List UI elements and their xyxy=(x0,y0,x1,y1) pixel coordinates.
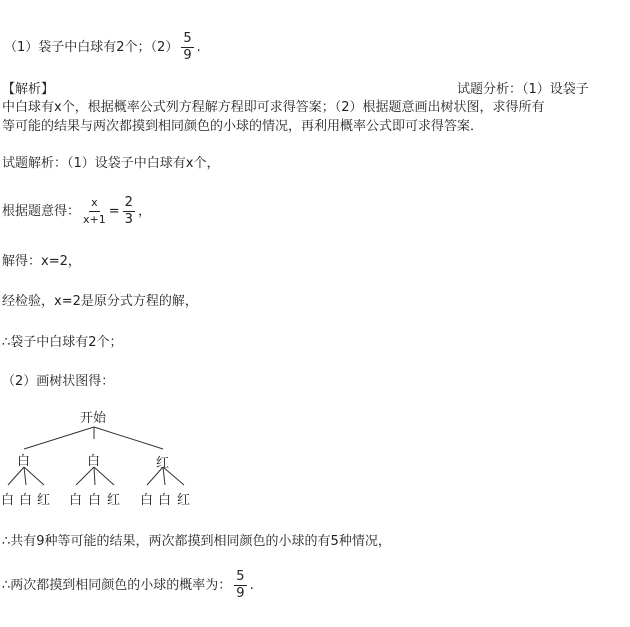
tree-level2-node: 红 xyxy=(107,493,121,508)
analysis-line2: 中白球有x个，根据概率公式列方程解方程即可求得答案；（2）根据题意画出树状图，求得所有 xyxy=(2,100,545,115)
equation-equals: = xyxy=(108,204,120,219)
tree-level2-node: 红 xyxy=(177,493,191,508)
probability-end: . xyxy=(249,578,254,593)
check-line: 经检验，x=2是原分式方程的解， xyxy=(2,294,198,309)
equation-lhs-den: x+1 xyxy=(83,213,106,226)
tree-edge xyxy=(94,467,95,485)
probability-den: 9 xyxy=(236,586,245,601)
tree-level2-node: 白 xyxy=(88,493,102,508)
analysis-header: 【解析】 xyxy=(2,82,55,97)
answer-frac-den: 9 xyxy=(183,48,192,63)
tree-level1-node: 白 xyxy=(17,454,31,469)
tree-level2-node: 白 xyxy=(158,493,172,508)
analysis-line3: 等可能的结果与两次都摸到相同颜色的小球的情况，再利用概率公式即可求得答案． xyxy=(2,119,484,134)
equation-rhs-den: 3 xyxy=(124,212,133,227)
answer-end: . xyxy=(196,40,201,55)
result-line: ∴共有9种等可能的结果，两次都摸到相同颜色的小球的有5种情况， xyxy=(2,534,391,549)
equation-line xyxy=(2,196,151,227)
tree-level2-node: 白 xyxy=(19,493,33,508)
tree-edge xyxy=(8,467,24,485)
equation-lhs-fraction xyxy=(83,196,106,227)
probability-num: 5 xyxy=(236,569,245,584)
part2-line: （2）画树状图得： xyxy=(2,374,115,389)
tree-edge xyxy=(24,467,26,485)
tree-root: 开始 xyxy=(80,411,107,426)
equation-lhs-num: x xyxy=(89,196,100,212)
conclusion1-line: ∴袋子中白球有2个； xyxy=(2,335,123,350)
probability-fraction xyxy=(234,570,246,601)
tree-level2-node: 白 xyxy=(1,493,15,508)
solution-line1: 试题解析：（1）设袋子中白球有x个， xyxy=(2,156,220,171)
equation-rhs-fraction xyxy=(123,196,135,227)
tree-level2-node: 红 xyxy=(37,493,51,508)
analysis-hint-right: 试题分析：（1）设袋子 xyxy=(457,82,589,97)
tree-edge xyxy=(94,427,163,449)
tree-level2-node: 白 xyxy=(69,493,83,508)
probability-prefix: ∴两次都摸到相同颜色的小球的概率为： xyxy=(2,578,232,593)
answer-fraction xyxy=(181,32,193,63)
equation-prefix: 根据题意得： xyxy=(2,204,81,219)
answer-frac-num: 5 xyxy=(183,31,192,46)
answer-line xyxy=(4,32,201,63)
equation-rhs-num: 2 xyxy=(124,195,133,210)
answer-part1: （1）袋子中白球有2个；（2） xyxy=(4,40,179,55)
tree-edge xyxy=(94,467,114,485)
tree-level1-node: 白 xyxy=(87,454,101,469)
tree-level2-node: 白 xyxy=(140,493,154,508)
probability-line xyxy=(2,570,254,601)
tree-edge xyxy=(76,467,94,485)
tree-level1-node: 红 xyxy=(156,456,170,471)
tree-edge xyxy=(24,467,44,485)
solve-line: 解得：x=2， xyxy=(2,254,81,269)
equation-end: ， xyxy=(137,204,151,219)
tree-edge xyxy=(24,427,94,449)
